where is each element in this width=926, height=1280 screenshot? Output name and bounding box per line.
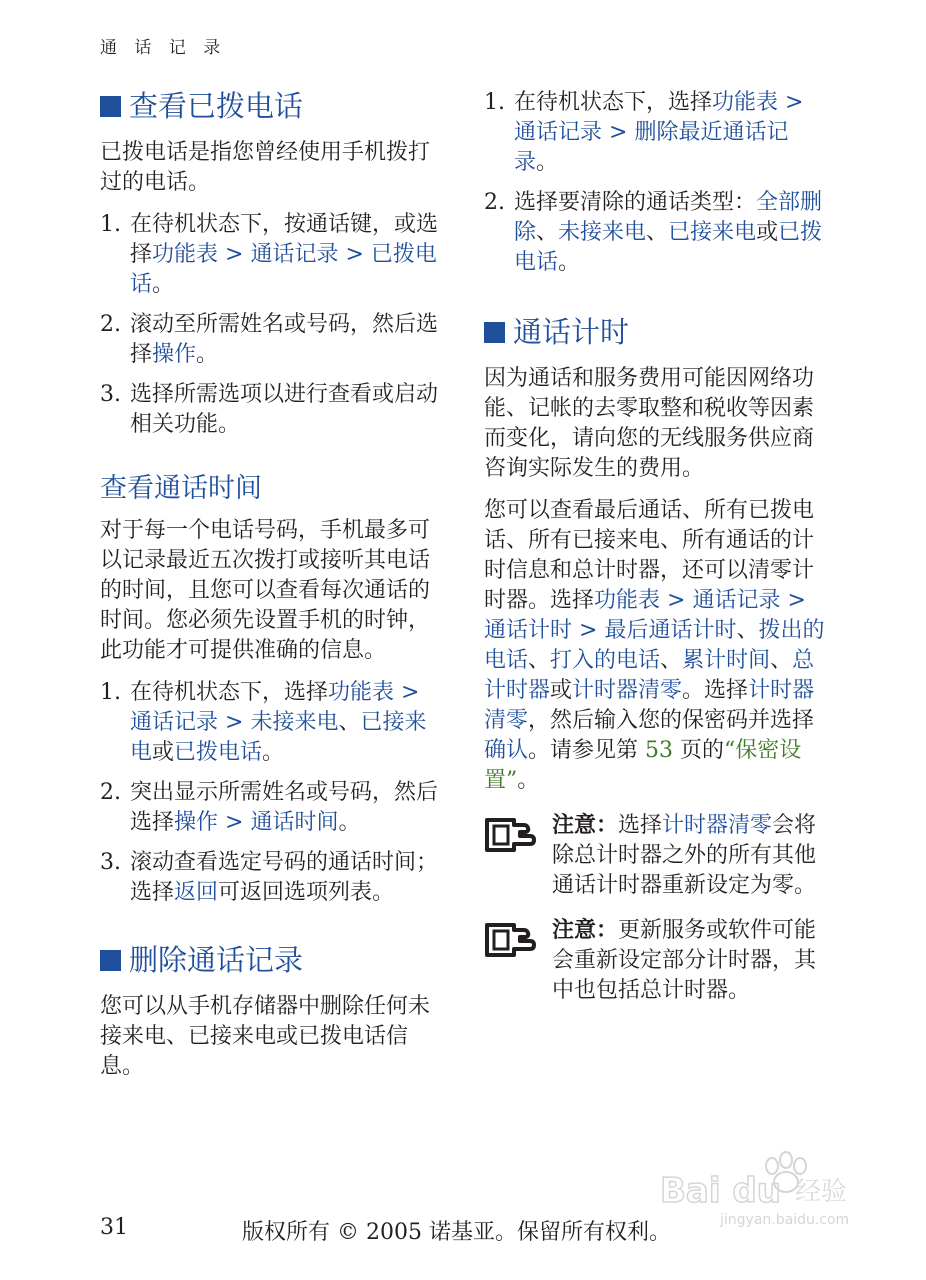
svg-text:jingyan.baidu.com: jingyan.baidu.com [720,1212,850,1228]
note-block [484,810,829,901]
menu-link: 拨出的电话 [484,618,825,673]
list-item [100,678,445,768]
section-heading-delete [100,940,445,980]
list-item [100,310,445,370]
page-reference: 53 [645,738,674,763]
menu-link: 已接来电 [130,710,427,765]
duration-steps [100,678,445,908]
step-text: 滚动查看选定号码的通话时间；选择返回可返回选项列表。 [130,850,439,905]
note-hand-icon [484,915,552,1006]
timers-intro: 因为通话和服务费用可能因网络功能、记帐的去零取整和税收等因素而变化，请向您的无线服务供应商咨询实际发生的费用。 [484,366,815,481]
step-text: 选择要清除的通话类型：全部删除、未接来电、已接来电或已拨电话。 [514,190,823,275]
cross-reference-link: “保密设置” [484,738,802,793]
menu-link: 功能表 [712,90,779,115]
menu-link: 功能表 [152,242,219,267]
copyright-notice: 版权所有 © 2005 诺基亚。保留所有权利。 [242,1220,671,1245]
menu-link: 未接来电 [558,220,647,245]
menu-link: 计时器清零 [572,678,683,703]
menu-link: 累计时间 [682,648,771,673]
step-number: 3. [100,382,121,407]
subsection-heading-duration: 查看通话时间 [100,473,262,504]
section-heading-dialed [100,86,445,126]
menu-link: 返回 [174,880,219,905]
menu-link: 功能表 [328,680,395,705]
running-header: 通 话 记 录 [100,38,227,58]
dialed-intro: 已拨电话是指您曾经使用手机拨打过的电话。 [100,140,431,195]
step-number: 2. [100,780,121,805]
heading-text: 通话计时 [513,315,630,349]
step-number: 2. [100,312,121,337]
step-text: 突出显示所需姓名或号码，然后选择操作 > 通话时间。 [130,780,439,835]
menu-link: 未接来电 [250,710,339,735]
step-number: 3. [100,850,121,875]
menu-link: 功能表 [594,588,661,613]
menu-link: 已拨电话 [130,242,437,297]
square-bullet-icon [484,322,505,343]
step-number: 2. [484,190,505,215]
step-text: 在待机状态下，按通话键，或选择功能表 > 通话记录 > 已拨电话。 [130,212,439,297]
list-item [484,188,829,278]
menu-link: 通话计时 [484,618,573,643]
heading-text: 查看已拨电话 [129,89,304,123]
page-number: 31 [100,1215,128,1240]
left-column [100,86,445,1094]
menu-link: 通话时间 [250,810,339,835]
note-text: 注意：选择计时器清零会将除总计时器之外的所有其他通话计时器重新设定为零。 [552,812,817,898]
step-text: 在待机状态下，选择功能表 > 通话记录 > 未接来电、已接来电或已拨电话。 [130,680,427,765]
list-item [100,778,445,838]
delete-intro: 您可以从手机存储器中删除任何未接来电、已接来电或已拨电话信息。 [100,994,431,1079]
step-number: 1. [100,680,121,705]
step-number: 1. [100,212,121,237]
note-text: 注意：更新服务或软件可能会重新设定部分计时器，其中也包括总计时器。 [552,917,817,1003]
svg-text:经验: 经验 [795,1177,848,1207]
list-item [100,848,445,908]
list-item [100,380,445,440]
menu-link: 打入的电话 [550,648,661,673]
menu-link: 确认 [484,738,529,763]
menu-link: 操作 [174,810,219,835]
menu-link: 通话记录 [514,120,603,145]
menu-link: 删除最近通话记录 [514,120,789,175]
menu-link: 操作 [152,342,197,367]
list-item [100,210,445,300]
step-text: 选择所需选项以进行查看或启动相关功能。 [130,382,439,437]
menu-link: 已拨电话 [174,740,263,765]
menu-link: 已接来电 [668,220,757,245]
duration-intro: 对于每一个电话号码，手机最多可以记录最近五次拨打或接听其电话的时间，且您可以查看每次通话的时间。您必须先设置手机的时钟，此功能才可提供准确的信息。 [100,518,431,663]
step-number: 1. [484,90,505,115]
delete-steps [484,88,829,278]
section-heading-timers [484,312,829,352]
note-hand-icon [484,810,552,901]
menu-link: 计时器清零 [484,678,815,733]
menu-link: 最后通话计时 [604,618,737,643]
svg-text:Bai du: Bai du [660,1171,781,1211]
menu-link: 通话记录 [250,242,339,267]
menu-link: 总计时器 [484,648,815,703]
right-column [484,88,829,1020]
menu-link: 已拨电话 [514,220,823,275]
heading-text: 删除通话记录 [129,943,304,977]
menu-link: 计时器清零 [662,813,773,838]
list-item [484,88,829,178]
menu-link: 全部删除 [514,190,823,245]
note-block [484,915,829,1006]
menu-link: 通话记录 [130,710,219,735]
baidu-jingyan-watermark-logo [660,1150,880,1230]
step-text: 在待机状态下，选择功能表 > 通话记录 > 删除最近通话记录。 [514,90,804,175]
step-text: 滚动至所需姓名或号码，然后选择操作。 [130,312,439,367]
dialed-steps [100,210,445,440]
square-bullet-icon [100,96,121,117]
menu-link: 通话记录 [692,588,781,613]
square-bullet-icon [100,950,121,971]
timers-body: 您可以查看最后通话、所有已拨电话、所有已接来电、所有通话的计时信息和总计时器，还可以清零计时器。选择功能表 > 通话记录 > 通话计时 > 最后通话计时、拨出的电话、打入的电话、累计时间、总计时器或计时器清零。选择计时器清零，然后输入您的保密码并选择确认。请参见第 53 页的“保密设置”。 [484,498,825,793]
